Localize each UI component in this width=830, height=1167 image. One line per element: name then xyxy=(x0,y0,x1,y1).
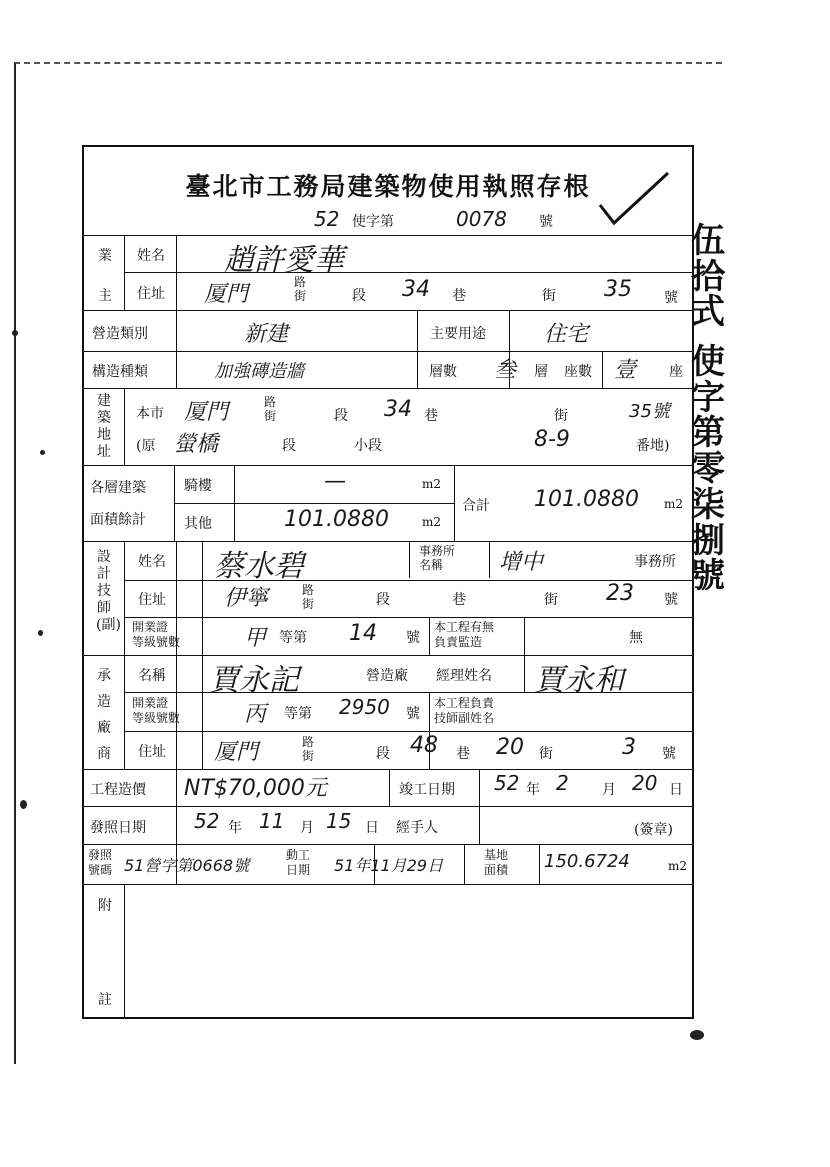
number-label: 號 xyxy=(664,290,678,306)
month-label: 月 xyxy=(602,782,616,798)
unit-label: m2 xyxy=(664,497,684,511)
issue-day: 15 xyxy=(326,809,352,833)
start-date: 51年11月29日 xyxy=(334,856,444,875)
issue-year: 52 xyxy=(194,809,220,833)
structure-label: 構造種類 xyxy=(92,364,148,380)
engineer-label: 技師副姓名 xyxy=(434,711,495,725)
contractor-street: 20 xyxy=(496,735,524,760)
section-label: 段 xyxy=(282,438,296,454)
street-label: 街 xyxy=(264,409,277,423)
road-label: 路 xyxy=(264,395,277,409)
factory-label: 營造廠 xyxy=(366,668,408,684)
contractor-side-label: 承造廠商 xyxy=(97,668,111,762)
license-suffix: 號 xyxy=(406,706,420,722)
speck xyxy=(690,1030,704,1040)
owner-label-bottom: 主 xyxy=(98,288,112,304)
cost: NT$70,000元 xyxy=(184,776,327,801)
license-label: 等級號數 xyxy=(132,635,181,649)
floors-label: 層數 xyxy=(429,364,457,380)
total-label: 合計 xyxy=(462,498,490,514)
completion-label: 竣工日期 xyxy=(399,782,455,798)
section-label: 段 xyxy=(352,288,366,304)
stamp-char: 號 xyxy=(691,556,725,597)
cost-label: 工程造價 xyxy=(90,782,146,798)
main-use: 住宅 xyxy=(544,322,589,347)
unit-label: m2 xyxy=(422,515,442,529)
completion-day: 20 xyxy=(632,771,658,795)
street-label: 街 xyxy=(554,408,568,424)
day-label: 日 xyxy=(669,782,683,798)
owner-label-top: 業 xyxy=(98,248,112,264)
speck xyxy=(12,330,18,336)
stamp-char: 第 xyxy=(691,413,725,454)
site-section: 34 xyxy=(384,397,412,422)
designer-number: 23 xyxy=(606,581,634,606)
other-area: 101.0880 xyxy=(284,507,389,532)
designer-license: 14 xyxy=(349,621,377,646)
street-label: 街 xyxy=(539,746,553,762)
land-label: 基地 xyxy=(484,848,509,862)
number-label: 號 xyxy=(662,746,676,762)
owner-name: 趙許愛華 xyxy=(224,243,344,278)
permit-number: 0078 xyxy=(456,207,507,231)
site-road: 厦門 xyxy=(184,400,229,425)
other-label: 其他 xyxy=(184,516,212,532)
parcel-label: 番地) xyxy=(636,438,670,454)
designer-address: 伊寧 xyxy=(224,586,269,611)
stamp-char: 使 xyxy=(691,342,725,383)
street-label: 街 xyxy=(542,288,556,304)
construction-type-label: 營造類別 xyxy=(92,326,148,342)
permit-number-suffix: 號 xyxy=(539,214,553,230)
area-label-top: 各層建築 xyxy=(90,480,146,496)
handler-label: 經手人 xyxy=(396,820,438,836)
designer-name: 蔡水碧 xyxy=(214,549,304,584)
supervise-label: 本工程有無 xyxy=(434,620,495,634)
road-label: 路 xyxy=(302,735,315,749)
road-label: 路 xyxy=(294,275,307,289)
permit-form xyxy=(82,145,694,1019)
lane-label: 巷 xyxy=(452,592,466,608)
city-label: 本市 xyxy=(136,406,164,422)
owner-number: 35 xyxy=(604,277,632,302)
lane-label: 巷 xyxy=(456,746,470,762)
main-use-label: 主要用途 xyxy=(430,326,486,342)
site-number: 35號 xyxy=(629,401,670,422)
grade-label: 等第 xyxy=(279,630,307,646)
street-label: 街 xyxy=(302,597,315,611)
start-label: 日期 xyxy=(286,863,311,877)
area-label-bottom: 面積餘計 xyxy=(90,512,146,528)
site-original: 螢橋 xyxy=(174,432,219,457)
designer-side-label: 設計技師(副) xyxy=(96,549,121,633)
stamp-char: 字 xyxy=(691,377,725,418)
license-label: 等級號數 xyxy=(132,711,181,725)
contractor-number: 3 xyxy=(622,735,636,760)
total-area: 101.0880 xyxy=(534,487,639,512)
floors-unit: 層 xyxy=(534,364,548,380)
section-label: 段 xyxy=(334,408,348,424)
notes-label-bottom: 註 xyxy=(98,992,112,1008)
blocks-unit: 座 xyxy=(669,364,683,380)
number-label: 號 xyxy=(664,592,678,608)
stamp-char: 拾 xyxy=(691,256,725,297)
permit-number-label: 使字第 xyxy=(352,214,394,230)
designer-office: 增中 xyxy=(499,550,544,575)
year-label: 年 xyxy=(228,820,242,836)
owner-name-label: 姓名 xyxy=(137,248,165,264)
stamp-char: 伍 xyxy=(691,221,725,261)
year-label: 年 xyxy=(526,782,540,798)
land-label: 面積 xyxy=(484,863,509,877)
license-suffix: 號 xyxy=(406,630,420,646)
checkmark-icon xyxy=(594,169,674,229)
street-label: 街 xyxy=(294,289,307,303)
contractor-license: 2950 xyxy=(339,695,390,719)
manager-label: 經理姓名 xyxy=(436,668,492,684)
designer-supervise: 無 xyxy=(629,630,643,646)
section-label: 段 xyxy=(376,746,390,762)
seal-label: (簽章) xyxy=(634,822,673,838)
office-label: 事務所 xyxy=(419,544,456,558)
street-label: 街 xyxy=(302,749,315,763)
unit-label: m2 xyxy=(668,859,688,873)
stamp-char: 零 xyxy=(691,449,725,490)
side-stamp xyxy=(688,221,728,597)
contractor-name-label: 名稱 xyxy=(138,668,166,684)
owner-address-label: 住址 xyxy=(137,286,165,302)
street-label: 街 xyxy=(544,592,558,608)
site-side-label: 建築地址 xyxy=(97,393,111,460)
designer-name-label: 姓名 xyxy=(138,554,166,570)
stamp-char: 柒 xyxy=(691,484,725,525)
permit-number: 51營字第0668號 xyxy=(124,856,250,875)
contractor-name: 賈永記 xyxy=(209,663,299,698)
blocks-label: 座數 xyxy=(564,364,592,380)
grade-label: 等第 xyxy=(284,706,312,722)
permit-label: 號碼 xyxy=(88,863,113,877)
day-label: 日 xyxy=(365,820,379,836)
contractor-section: 48 xyxy=(410,733,438,758)
owner-section: 34 xyxy=(402,277,430,302)
permit-prefix: 52 xyxy=(314,207,340,231)
designer-grade: 甲 xyxy=(244,626,267,651)
original-label: (原 xyxy=(136,438,156,454)
speck xyxy=(40,450,45,455)
contractor-manager: 賈永和 xyxy=(534,663,624,698)
road-label: 路 xyxy=(302,583,315,597)
stamp-char: 捌 xyxy=(691,520,725,561)
subsection-label: 小段 xyxy=(354,438,382,454)
unit-label: m2 xyxy=(422,477,442,491)
month-label: 月 xyxy=(300,820,314,836)
section-label: 段 xyxy=(376,592,390,608)
notes-label-top: 附 xyxy=(98,898,112,914)
completion-year: 52 xyxy=(494,771,520,795)
arcade-label: 騎樓 xyxy=(184,478,212,494)
structure: 加強磚造牆 xyxy=(214,361,304,382)
lane-label: 巷 xyxy=(424,408,438,424)
office-suffix: 事務所 xyxy=(634,554,676,570)
start-label: 動工 xyxy=(286,848,311,862)
site-parcel: 8-9 xyxy=(534,427,570,452)
floors: 叁 xyxy=(494,358,517,383)
completion-month: 2 xyxy=(556,771,569,795)
contractor-address: 厦門 xyxy=(214,740,259,765)
designer-address-label: 住址 xyxy=(138,592,166,608)
engineer-label: 本工程負責 xyxy=(434,696,495,710)
speck xyxy=(20,800,27,809)
license-label: 開業證 xyxy=(132,696,169,710)
speck xyxy=(38,630,43,636)
supervise-label: 負責監造 xyxy=(434,635,483,649)
arcade-area: — xyxy=(324,469,346,494)
issue-month: 11 xyxy=(259,809,285,833)
land-area: 150.6724 xyxy=(544,851,630,872)
contractor-address-label: 住址 xyxy=(138,744,166,760)
permit-label: 發照 xyxy=(88,848,113,862)
contractor-grade: 丙 xyxy=(244,702,267,727)
form-title: 臺北市工務局建築物使用執照存根 xyxy=(185,172,591,201)
office-label: 名稱 xyxy=(419,558,444,572)
blocks: 壹 xyxy=(614,358,637,383)
lane-label: 巷 xyxy=(452,288,466,304)
stamp-char: 式 xyxy=(691,292,725,333)
construction-type: 新建 xyxy=(244,322,289,347)
issue-date-label: 發照日期 xyxy=(90,820,146,836)
license-label: 開業證 xyxy=(132,620,169,634)
owner-road: 厦門 xyxy=(204,282,249,307)
